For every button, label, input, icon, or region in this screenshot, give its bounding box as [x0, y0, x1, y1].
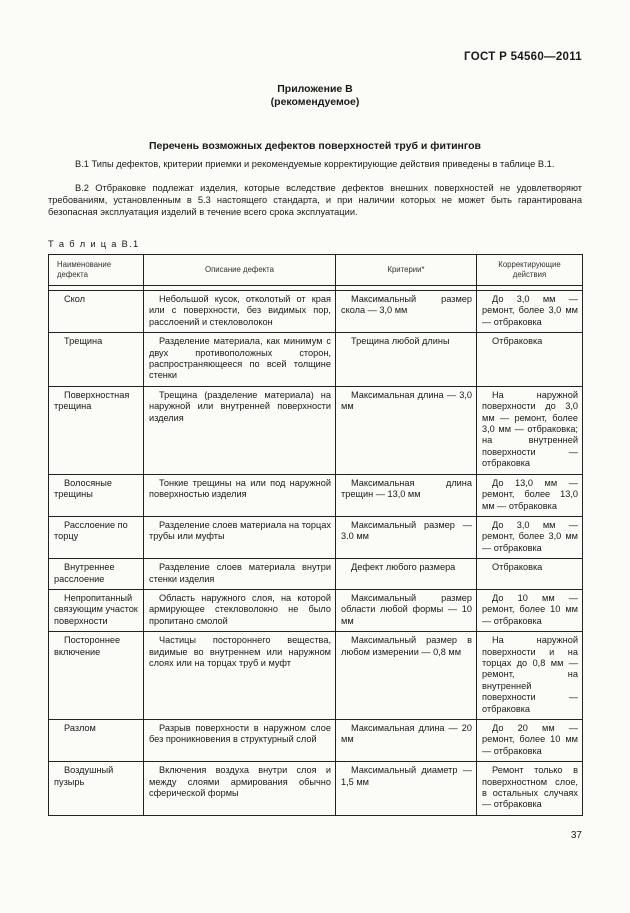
- cell-description: Небольшой кусок, отколотый от края или с поверхности, без видимых пор, расслоений и стекловолокон: [144, 291, 336, 333]
- cell-description: Разделение слоев материала на торцах трубы или муфты: [144, 516, 336, 558]
- table-header-row: [49, 255, 583, 286]
- paragraph-b1-text: В.1 Типы дефектов, критерии приемки и рекомендуемые корректирующие действия приведены в таблице В.1.: [75, 159, 555, 169]
- paragraph-b2: [48, 182, 582, 218]
- table-row: [49, 632, 583, 720]
- cell-action: До 10 мм — ремонт, более 10 мм — отбраковка: [477, 589, 583, 631]
- cell-defect-name: Постороннее включение: [49, 632, 144, 720]
- table-row: [49, 474, 583, 516]
- cell-action: Отбраковка: [477, 559, 583, 590]
- table-label: Т а б л и ц а В.1: [48, 239, 140, 249]
- table-row: [49, 386, 583, 474]
- cell-action: До 3,0 мм — ремонт, более 3,0 мм — отбраковка: [477, 516, 583, 558]
- appendix-heading: [0, 83, 630, 109]
- header-description: Описание дефекта: [144, 255, 336, 286]
- cell-description: Включения воздуха внутри слоя и между слоями армирования обычно сферической формы: [144, 762, 336, 816]
- header-defect-name: Наименование дефекта: [49, 255, 144, 286]
- cell-action: На наружной поверхности до 3,0 мм — ремонт, более 3,0 мм — отбраковка; на внутренней поверхности — отбраковка: [477, 386, 583, 474]
- table-row: [49, 516, 583, 558]
- cell-criteria: Максимальный размер скола — 3,0 мм: [336, 291, 477, 333]
- paragraph-b1: [48, 158, 582, 170]
- cell-criteria: Максимальная длина трещин — 13,0 мм: [336, 474, 477, 516]
- cell-action: Ремонт только в поверхностном слое, в остальных случаях — отбраковка: [477, 762, 583, 816]
- header-criteria: Критерии*: [336, 255, 477, 286]
- cell-criteria: Максимальный диаметр — 1,5 мм: [336, 762, 477, 816]
- cell-description: Частицы постороннего вещества, видимые во внутреннем или наружном слоях или на торцах труб и муфт: [144, 632, 336, 720]
- cell-criteria: Максимальный размер в любом измерении — 0,8 мм: [336, 632, 477, 720]
- table-row: [49, 559, 583, 590]
- table-row: [49, 762, 583, 816]
- cell-defect-name: Внутреннее расслоение: [49, 559, 144, 590]
- cell-defect-name: Поверхностная трещина: [49, 386, 144, 474]
- appendix-subtitle: (рекомендуемое): [270, 96, 360, 108]
- paragraph-b2-text: В.2 Отбраковке подлежат изделия, которые вследствие дефектов внешних поверхностей не удовлетворяют требованиям, установленным в 5.3 настоящего стандарта, и при наличии которых не может быть гарантирована безопасная эксплуатация изделий в течение всего срока эксплуатации.: [48, 183, 582, 217]
- document-title: Перечень возможных дефектов поверхностей труб и фитингов: [149, 140, 481, 152]
- header-action: Корректирующие действия: [477, 255, 583, 286]
- cell-defect-name: Трещина: [49, 333, 144, 387]
- cell-defect-name: Волосяные трещины: [49, 474, 144, 516]
- cell-action: До 20 мм — ремонт, более 10 мм — отбраковка: [477, 720, 583, 762]
- appendix-title: Приложение В: [277, 83, 353, 95]
- cell-description: Разрыв поверхности в наружном слое без проникновения в структурный слой: [144, 720, 336, 762]
- cell-criteria: Дефект любого размера: [336, 559, 477, 590]
- cell-defect-name: Разлом: [49, 720, 144, 762]
- cell-criteria: Максимальный размер области любой формы — 10 мм: [336, 589, 477, 631]
- cell-action: На наружной поверхности и на торцах до 0,8 мм — ремонт, на внутренней поверхности — отбраковка: [477, 632, 583, 720]
- cell-action: До 3,0 мм — ремонт, более 3,0 мм — отбраковка: [477, 291, 583, 333]
- page-number: 37: [570, 830, 582, 841]
- defects-table: [48, 254, 583, 816]
- cell-criteria: Трещина любой длины: [336, 333, 477, 387]
- cell-description: Область наружного слоя, на которой армирующее стекловолокно не было пропитано смолой: [144, 589, 336, 631]
- table-row: [49, 589, 583, 631]
- cell-description: Разделение слоев материала внутри стенки изделия: [144, 559, 336, 590]
- cell-description: Трещина (разделение материала) на наружной или внутренней поверхности изделия: [144, 386, 336, 474]
- cell-description: Тонкие трещины на или под наружной поверхностью изделия: [144, 474, 336, 516]
- cell-action: Отбраковка: [477, 333, 583, 387]
- cell-defect-name: Скол: [49, 291, 144, 333]
- cell-criteria: Максимальная длина — 20 мм: [336, 720, 477, 762]
- cell-defect-name: Непропитанный связующим участок поверхности: [49, 589, 144, 631]
- cell-defect-name: Воздушный пузырь: [49, 762, 144, 816]
- standard-number: ГОСТ Р 54560—2011: [464, 51, 582, 63]
- cell-defect-name: Расслоение по торцу: [49, 516, 144, 558]
- cell-description: Разделение материала, как минимум с двух противоположных сторон, распространяющееся по всей толщине стенки: [144, 333, 336, 387]
- cell-criteria: Максимальный размер — 3.0 мм: [336, 516, 477, 558]
- table-row: [49, 291, 583, 333]
- table-row: [49, 333, 583, 387]
- cell-action: До 13,0 мм — ремонт, более 13,0 мм — отбраковка: [477, 474, 583, 516]
- table-row: [49, 720, 583, 762]
- cell-criteria: Максимальная длина — 3,0 мм: [336, 386, 477, 474]
